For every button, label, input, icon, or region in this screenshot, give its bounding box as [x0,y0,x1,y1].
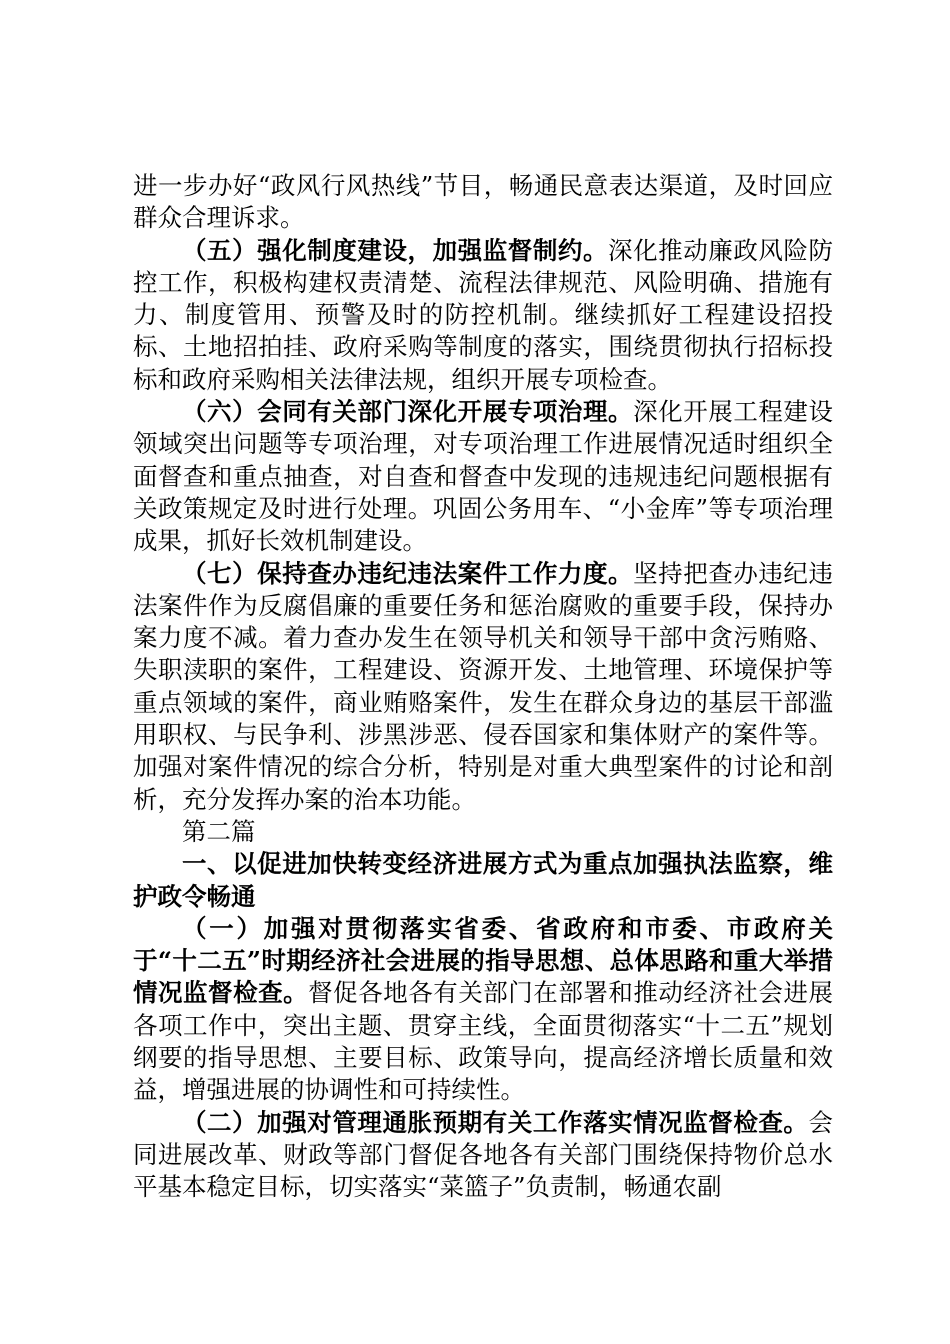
paragraph-4-text: 坚持把查办违纪违法案件作为反腐倡廉的重要任务和惩治腐败的重要手段，保持办案力度不减。着力查办发生在领导机关和领导干部中贪污贿赂、失职渎职的案件，工程建设、资源开发、土地管理、环境保护等重点领域的案件，商业贿赂案件，发生在群众身边的基层干部滥用职权、与民争利、涉黑涉恶、侵吞国家和集体财产的案件等。加强对案件情况的综合分析，特别是对重大典型案件的讨论和剖析，充分发挥办案的治本功能。 [133,558,833,814]
section-heading: 一、以促进加快转变经济进展方式为重点加强执法监察，维护政令畅通 [133,849,833,911]
paragraph-2 [133,235,833,396]
section-label: 第二篇 [182,816,256,846]
paragraph-5 [133,913,833,1107]
paragraph-2-lead: （五）强化制度建设，加强监督制约。 [182,235,609,265]
paragraph-5-text: 督促各地各有关部门在部署和推动经济社会进展各项工作中，突出主题、贯穿主线，全面贯彻落实“十二五”规划纲要的指导思想、主要目标、政策导向，提高经济增长质量和效益，增强进展的协调性和可持续性。 [133,978,834,1105]
paragraph-2-text: 深化推动廉政风险防控工作，积极构建权责清楚、流程法律规范、风险明确、措施有力、制度管用、预警及时的防控机制。继续抓好工程建设招投标、土地招拍挂、政府采购等制度的落实，围绕贯彻执行招标投标和政府采购相关法律法规，组织开展专项检查。 [133,235,834,394]
paragraph-4 [133,558,833,816]
paragraph-3-lead: （六）会同有关部门深化开展专项治理。 [182,397,634,427]
paragraph-6-lead: （二）加强对管理通胀预期有关工作落实情况监督检查。 [182,1107,809,1137]
paragraph-1 [133,170,833,235]
paragraph-1-text: 进一步办好“政风行风热线”节目，畅通民意表达渠道，及时回应群众合理诉求。 [133,171,833,233]
paragraph-3-text: 深化开展工程建设领域突出问题等专项治理，对专项治理工作进展情况适时组织全面督查和重点抽查，对自查和督查中发现的违规违纪问题根据有关政策规定及时进行处理。巩固公务用车、“小金库”等专项治理成果，抓好长效机制建设。 [133,397,833,556]
paragraph-5-lead: （一）加强对贯彻落实省委、省政府和市委、市政府关于“十二五”时期经济社会进展的指导思想、总体思路和重大举措情况监督检查。 [133,913,833,1008]
paragraph-6-text: 会同进展改革、财政等部门督促各地各有关部门围绕保持物价总水平基本稳定目标，切实落实“菜篮子”负责制，畅通农副 [133,1107,833,1202]
document-page [133,170,833,1204]
paragraph-4-lead: （七）保持查办违纪违法案件工作力度。 [182,558,634,588]
paragraph-6 [133,1107,833,1204]
paragraph-3 [133,396,833,557]
